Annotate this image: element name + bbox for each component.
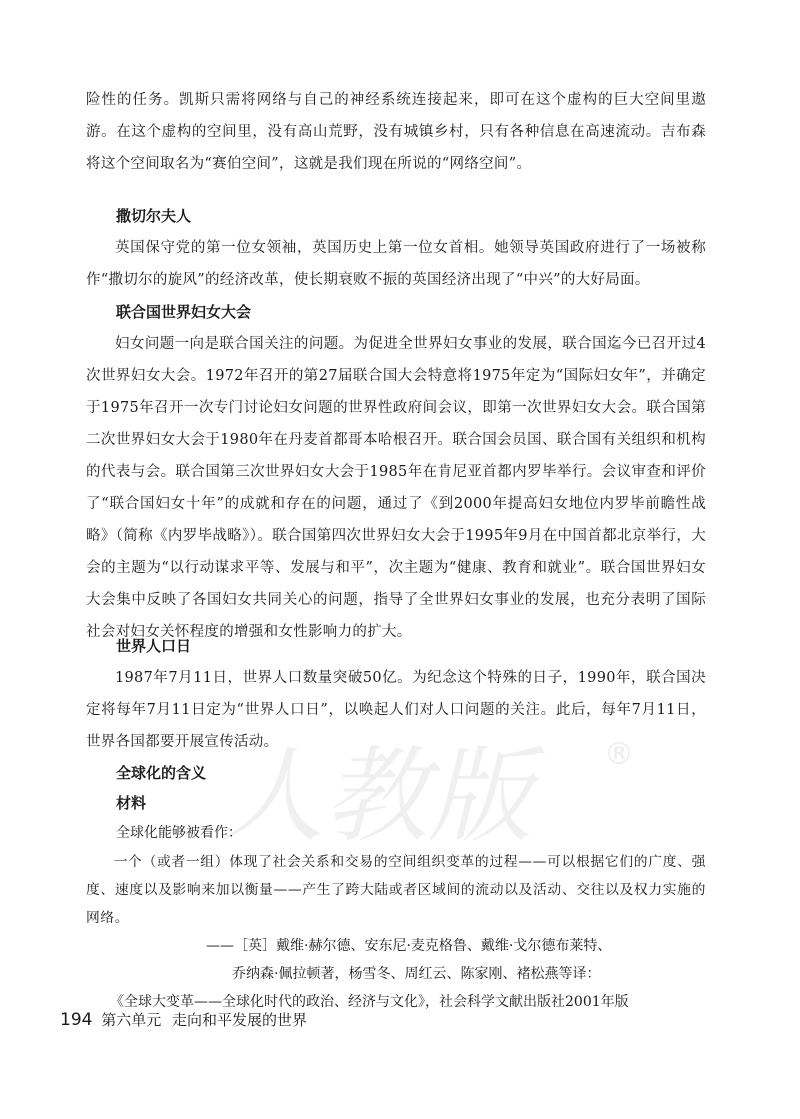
quote-body: 一个（或者一组）体现了社会关系和交易的空间组织变革的过程——可以根据它们的广度、强度、速度以及影响来加以衡量——产生了跨大陆或者区域间的流动以及活动、交往以及权力实施的网络。 xyxy=(86,854,706,926)
attribution-line-3: 《全球大变革——全球化时代的政治、经济与文化》，社会科学文献出版社2001年版 xyxy=(110,994,629,1010)
globalization-section xyxy=(86,758,706,1016)
material-heading: 材料 xyxy=(116,794,147,812)
attribution-line-1: ——［英］戴维·赫尔德、安东尼·麦克格鲁、戴维·戈尔德布莱特、 xyxy=(206,938,612,954)
population-day-paragraph: 1987年7月11日，世界人口数量突破50亿。为纪念这个特殊的日子，1990年，联合国决定将每年7月11日定为“世界人口日”，以唤起人们对人口问题的关注。此后，每年7月11日，世界各国都要开展宣传活动。 xyxy=(86,670,706,750)
unit-title: 走向和平发展的世界 xyxy=(172,1011,308,1029)
watermark-logo: 人教版 xyxy=(220,735,533,857)
women-conference-heading: 联合国世界妇女大会 xyxy=(116,303,252,321)
women-conference-paragraph: 妇女问题一向是联合国关注的问题。为促进全世界妇女事业的发展，联合国迄今已召开过4次世界妇女大会。1972年召开的第27届联合国大会特意将1975年定为“国际妇女年”，并确定于1975年召开一次专门讨论妇女问题的世界性政府间会议，即第一次世界妇女大会。联合国第二次世界妇女大会于1980年在丹麦首都哥本哈根召开。联合国会员国、联合国有关组织和机构的代表与会。联合国第三次世界妇女大会于1985年在肯尼亚首都内罗毕举行。会议审查和评价了“联合国妇女十年”的成就和存在的问题，通过了《到2000年提高妇女地位内罗毕前瞻性战略》（简称《内罗毕战略》）。联合国第四次世界妇女大会于1995年9月在中国首都北京举行，大会的主题为“以行动谋求平等、发展与和平”，次主题为“健康、教育和就业”。联合国世界妇女大会集中反映了各国妇女共同关心的问题，指导了全世界妇女事业的发展，也充分表明了国际社会对妇女关怀程度的增强和女性影响力的扩大。 xyxy=(86,336,706,640)
population-day-section xyxy=(86,630,706,758)
attribution-line-2: 乔纳森·佩拉顿著，杨雪冬、周红云、陈家刚、褚松燕等译： xyxy=(232,966,601,982)
watermark-registered-mark: ® xyxy=(604,737,634,772)
thatcher-section xyxy=(86,200,706,296)
quote-intro: 全球化能够被看作： xyxy=(116,825,242,841)
population-day-heading: 世界人口日 xyxy=(116,637,192,655)
thatcher-paragraph: 英国保守党的第一位女领袖，英国历史上第一位女首相。她领导英国政府进行了一场被称作“撒切尔的旋风”的经济改革，使长期衰败不振的英国经济出现了“中兴”的大好局面。 xyxy=(86,240,706,288)
women-conference-section xyxy=(86,296,706,648)
globalization-heading: 全球化的含义 xyxy=(116,764,207,782)
unit-label: 第六单元 xyxy=(101,1011,162,1029)
thatcher-heading: 撒切尔夫人 xyxy=(116,207,192,225)
page-footer xyxy=(60,1009,313,1030)
intro-section xyxy=(86,84,706,180)
page-number: 194 xyxy=(60,1010,93,1030)
intro-paragraph: 险性的任务。凯斯只需将网络与自己的神经系统连接起来，即可在这个虚构的巨大空间里遨游。在这个虚构的空间里，没有高山荒野，没有城镇乡村，只有各种信息在高速流动。吉布森将这个空间取名为“赛伯空间”，这就是我们现在所说的“网络空间”。 xyxy=(86,92,706,172)
